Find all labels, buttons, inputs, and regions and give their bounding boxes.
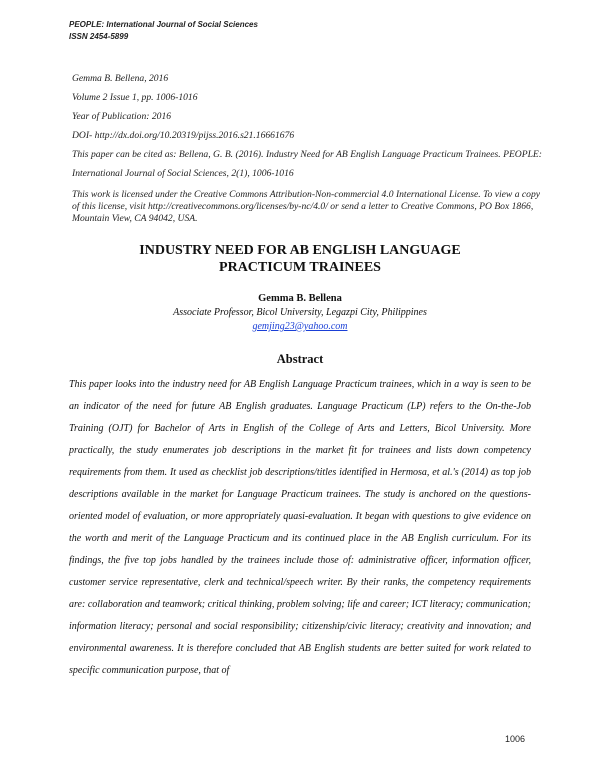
journal-name: PEOPLE: International Journal of Social Sciences [69,20,258,29]
author-year: Gemma B. Bellena, 2016 [72,73,169,84]
page-number: 1006 [505,734,526,744]
publication-meta [72,69,542,225]
author-email-link[interactable]: gemjing23@yahoo.com [252,321,348,332]
author-affiliation: Associate Professor, Bicol University, Legazpi City, Philippines [173,307,427,318]
doi: DOI- http://dx.doi.org/10.20319/pijss.2016.s21.16661676 [72,130,295,141]
volume-issue: Volume 2 Issue 1, pp. 1006-1016 [72,92,198,103]
paper-title [72,242,528,276]
author-name: Gemma B. Bellena [258,293,342,304]
issn: ISSN 2454-5899 [69,32,129,41]
abstract-text: This paper looks into the industry need for AB English Language Practicum trainees, which in a way is seen to be an indicator of the need for future AB English graduates. Language Practicum (LP) refers to the On-the-Job Training (OJT) for Bachelor of Arts in English of the College of Arts and Letters, Bicol University. More practically, the study enumerates job descriptions in the market fit for trainees and lists down competency requirements from them. It used as checklist job descriptions/titles identified in Hermosa, et al.'s (2014) as top job descriptions available in the market for Language Practicum trainees. The study is anchored on the questions-oriented model of evaluation, or more appropriately quasi-evaluation. It began with questions to give evidence on the worth and merit of the Language Practicum and its continued place in the AB English curriculum. For its findings, the five top jobs handled by the trainees include those of: administrative officer, information officer, customer service representative, clerk and technical/speech writer. By their ranks, the competency requirements are: collaboration and teamwork; critical thinking, problem solving; life and career; ICT literacy; communication; information literacy; personal and social responsibility; citizenship/civic literacy; creativity and innovation; and environmental awareness. It is therefore concluded that AB English students are better suited for work related to specific communication purpose, that of [69,379,531,676]
journal-header [69,19,258,43]
license-note: This work is licensed under the Creative Commons Attribution-Non-commercial 4.0 International License. To view a copy of this license, visit http://creativecommons.org/licenses/by-nc/4.0/ or send a letter to Creative Commons, PO Box 1866, Mountain View, CA 94042, USA. [72,189,541,224]
author-email-line [72,320,528,333]
citation-note: This paper can be cited as: Bellena, G. B. (2016). Industry Need for AB English Language Practicum Trainees. PEOPLE: International Journal of Social Sciences, 2(1), 1006-1016 [72,149,542,179]
year-of-publication: Year of Publication: 2016 [72,111,172,122]
abstract-heading: Abstract [276,352,324,366]
paper-title-line-2: PRACTICUM TRAINEES [219,260,381,275]
paper-title-line-1: INDUSTRY NEED FOR AB ENGLISH LANGUAGE [139,243,461,258]
